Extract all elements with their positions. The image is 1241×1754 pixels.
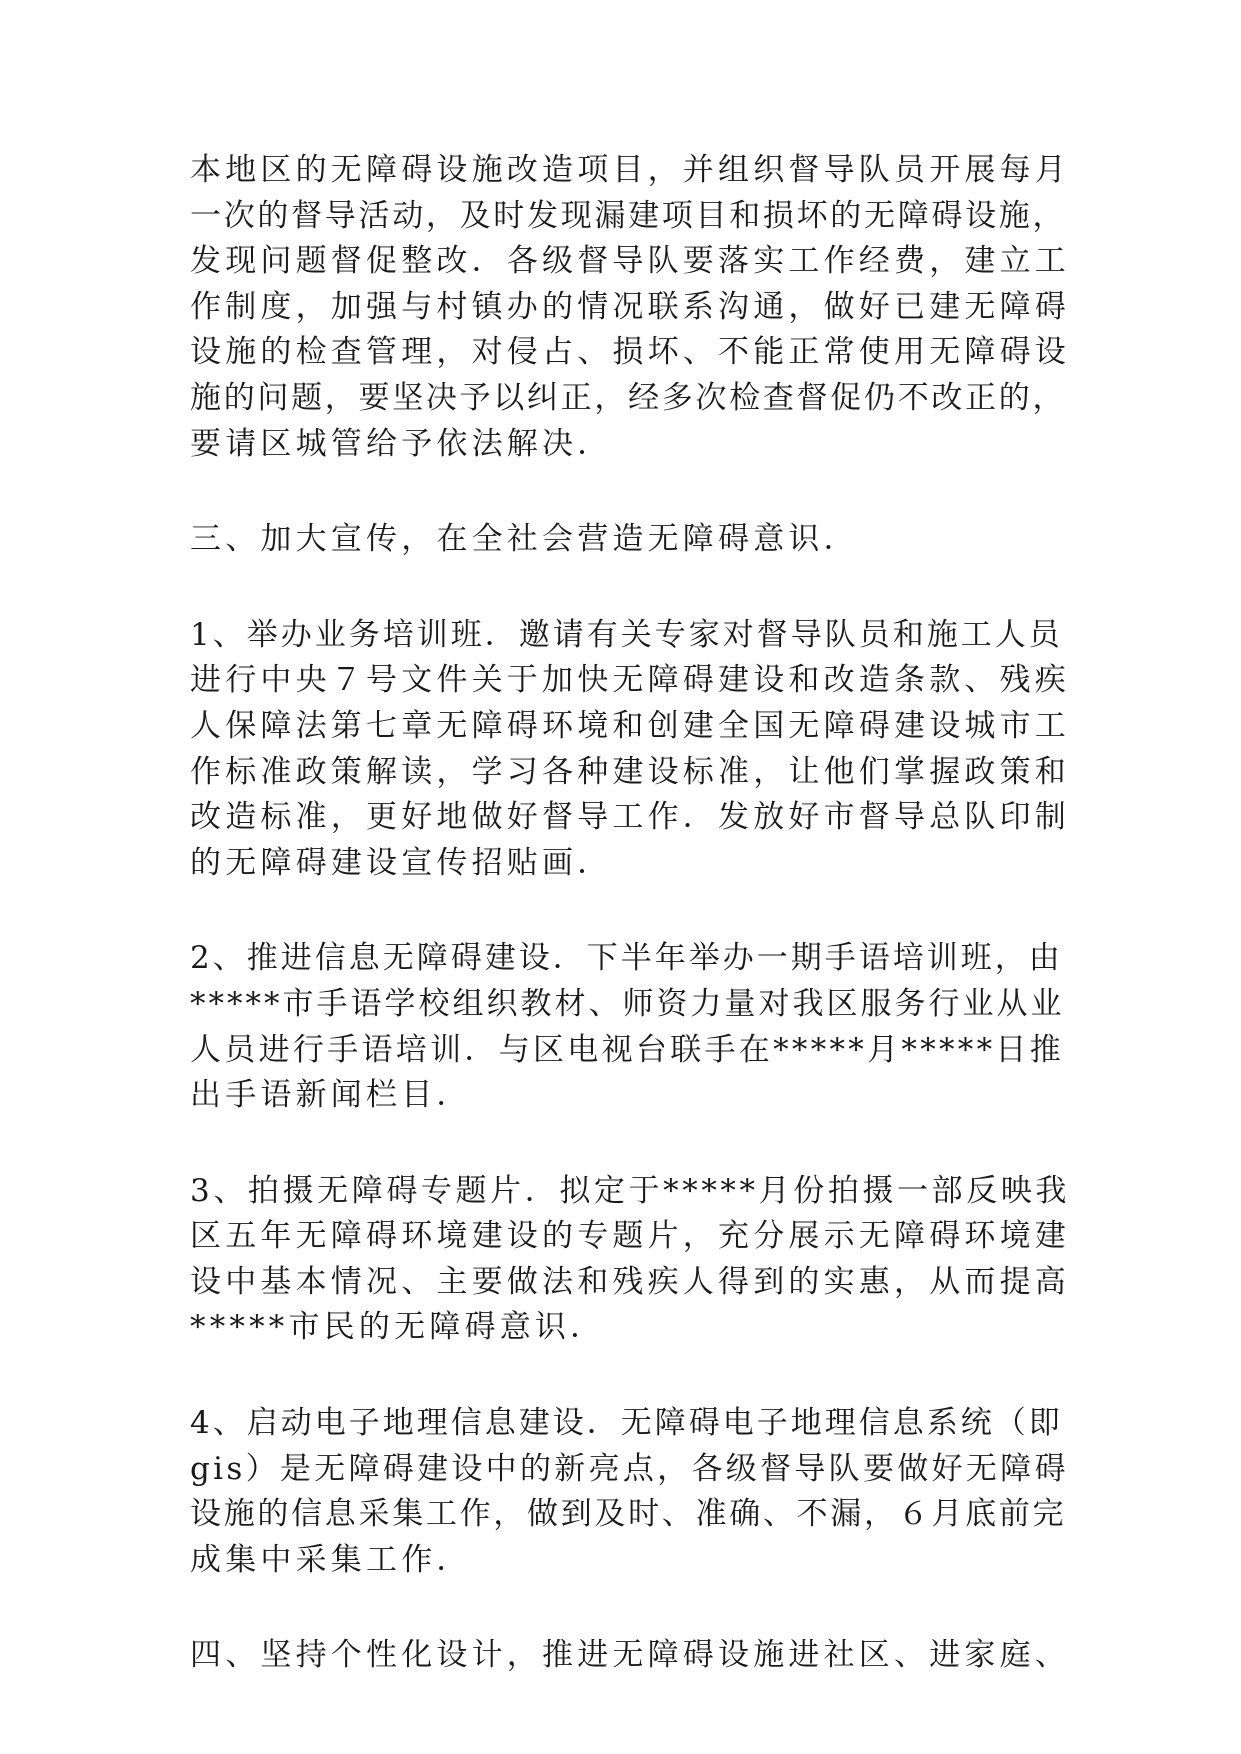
- text-line: 区五年无障碍环境建设的专题片，充分展示无障碍环境建: [190, 1218, 1070, 1255]
- section-heading: 三、加大宣传，在全社会营造无障碍意识．: [190, 521, 859, 558]
- text-line: 人员进行手语培训．与区电视台联手在*****月*****日推: [190, 1031, 1064, 1068]
- text-line: 1、举办业务培训班．邀请有关专家对督导队员和施工人员: [190, 616, 1063, 653]
- text-line: 3、拍摄无障碍专题片．拟定于*****月份拍摄一部反映我: [190, 1172, 1071, 1209]
- section-heading: 四、坚持个性化设计，推进无障碍设施进社区、进家庭、: [190, 1637, 1070, 1674]
- text-line: 设施的检查管理，对侵占、损坏、不能正常使用无障碍设: [190, 334, 1070, 371]
- paragraph-item-1: [190, 613, 1070, 887]
- text-line: 人保障法第七章无障碍环境和创建全国无障碍建设城市工: [190, 707, 1070, 744]
- text-line: 本地区的无障碍设施改造项目，并组织督导队员开展每月: [190, 152, 1070, 188]
- section-heading-personalized: [190, 1633, 1070, 1679]
- text-line: 要请区城管给予依法解决．: [190, 425, 613, 462]
- paragraph-item-2: [190, 936, 1070, 1118]
- text-line: 发现问题督促整改．各级督导队要落实工作经费，建立工: [190, 243, 1070, 280]
- text-line: *****市手语学校组织教材、师资力量对我区服务行业从业: [190, 985, 1065, 1022]
- text-line: 的无障碍建设宣传招贴画．: [190, 844, 613, 881]
- paragraph-supervision: [190, 148, 1070, 467]
- text-line: 设施的信息采集工作，做到及时、准确、不漏，６月底前完: [190, 1496, 1067, 1533]
- document-body: [190, 148, 1070, 1729]
- text-line: 4、启动电子地理信息建设．无障碍电子地理信息系统（即: [190, 1405, 1063, 1442]
- section-heading-publicity: [190, 517, 1070, 563]
- text-line: 作制度，加强与村镇办的情况联系沟通，做好已建无障碍: [190, 288, 1070, 325]
- text-line: 作标准政策解读，学习各种建设标准，让他们掌握政策和: [190, 753, 1070, 790]
- text-line: 成集中采集工作．: [190, 1541, 472, 1578]
- text-line: 进行中央７号文件关于加快无障碍建设和改造条款、残疾: [190, 662, 1070, 699]
- text-line: 设中基本情况、主要做法和残疾人得到的实惠，从而提高: [190, 1263, 1070, 1300]
- text-line: 出手语新闻栏目．: [190, 1077, 472, 1114]
- text-line: *****市民的无障碍意识．: [190, 1309, 606, 1346]
- paragraph-item-4: [190, 1401, 1070, 1583]
- text-line: gis）是无障碍建设中的新亮点，各级督导队要做好无障碍: [190, 1450, 1069, 1487]
- text-line: 改造标准，更好地做好督导工作．发放好市督导总队印制: [190, 799, 1070, 836]
- paragraph-item-3: [190, 1169, 1070, 1351]
- text-line: 施的问题，要坚决予以纠正，经多次检查督促仍不改正的，: [190, 379, 1067, 416]
- text-line: 一次的督导活动，及时发现漏建项目和损坏的无障碍设施，: [190, 197, 1067, 234]
- text-line: 2、推进信息无障碍建设．下半年举办一期手语培训班，由: [190, 940, 1063, 977]
